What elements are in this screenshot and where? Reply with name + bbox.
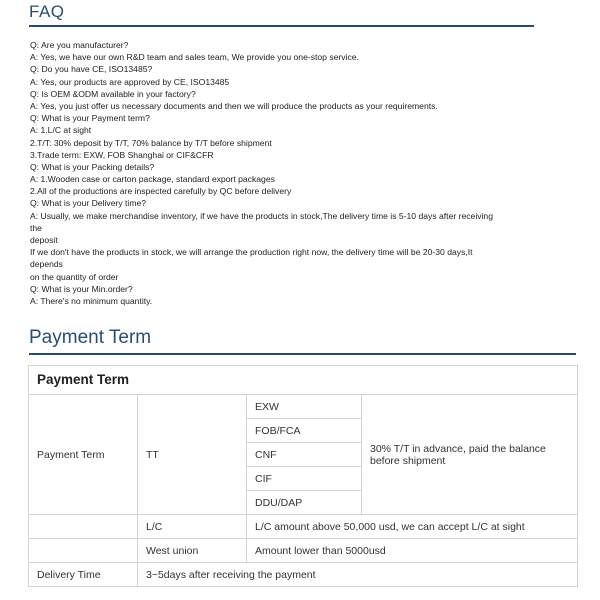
faq-line: Q: Do you have CE, ISO13485? [30,64,153,75]
lc-description: L/C amount above 50,000 usd, we can accept L/C at sight [247,515,578,539]
payment-term-label: Payment Term [29,395,138,515]
faq-line: the [30,222,42,233]
trade-term-cell: DDU/DAP [247,491,362,515]
payment-term-heading: Payment Term [29,327,152,348]
faq-line: A: There's no minimum quantity. [30,295,153,306]
empty-cell [29,515,138,539]
faq-divider [29,25,534,27]
table-header: Payment Term [29,366,577,395]
payment-divider [29,353,576,355]
faq-line: A: Yes, we have our own R&D team and sales team, We provide you one-stop service. [30,52,359,63]
payment-term-table [28,365,578,587]
faq-line: A: Usually, we make merchandise inventory, if we have the products in stock,The delivery time is 5-10 days after receiving [30,210,493,221]
trade-term-cell: EXW [247,395,362,419]
faq-text-block [30,39,535,307]
faq-line: If we don't have the products in stock, we will arrange the production right now, the delivery time will be 20-30 days,It [30,247,473,258]
faq-line: 2.All of the productions are inspected carefully by QC before delivery [30,186,292,197]
delivery-time-label: Delivery Time [29,563,138,587]
faq-line: Q: What is your Min.order? [30,283,133,294]
faq-line: Q: Is OEM &ODM available in your factory? [30,88,196,99]
trade-term-cell: CNF [247,443,362,467]
west-union-description: Amount lower than 5000usd [247,539,578,563]
faq-line: Q: Are you manufacturer? [30,40,129,50]
faq-line: A: Yes, you just offer us necessary documents and then we will produce the products as your requirements. [30,100,438,111]
tt-label: TT [138,395,247,515]
faq-line: depends [30,259,63,270]
table-row [29,563,577,587]
faq-line: A: Yes, our products are approved by CE, ISO13485 [30,76,230,87]
faq-line: A: 1.Wooden case or carton package, standard export packages [30,174,275,185]
payment-grid [29,395,577,586]
empty-cell [29,539,138,563]
faq-line: deposit [30,235,58,245]
faq-line: 2.T/T: 30% deposit by T/T, 70% balance by T/T before shipment [30,137,272,148]
trade-term-cell: FOB/FCA [247,419,362,443]
tt-description: 30% T/T in advance, paid the balance before shipment [362,395,578,515]
delivery-time-description: 3~5days after receiving the payment [138,563,578,587]
table-row [29,395,577,419]
faq-line: Q: What is your Payment term? [30,113,150,124]
table-row [29,539,577,563]
faq-line: Q: What is your Packing details? [30,161,155,172]
west-union-label: West union [138,539,247,563]
faq-line: 3.Trade term: EXW, FOB Shanghai or CIF&CFR [30,149,214,160]
table-row [29,515,577,539]
faq-heading: FAQ [29,2,65,21]
trade-term-cell: CIF [247,467,362,491]
lc-label: L/C [138,515,247,539]
faq-line: Q: What is your Delivery time? [30,198,147,209]
faq-line: on the quantity of order [30,271,119,282]
faq-line: A: 1.L/C at sight [30,125,92,136]
